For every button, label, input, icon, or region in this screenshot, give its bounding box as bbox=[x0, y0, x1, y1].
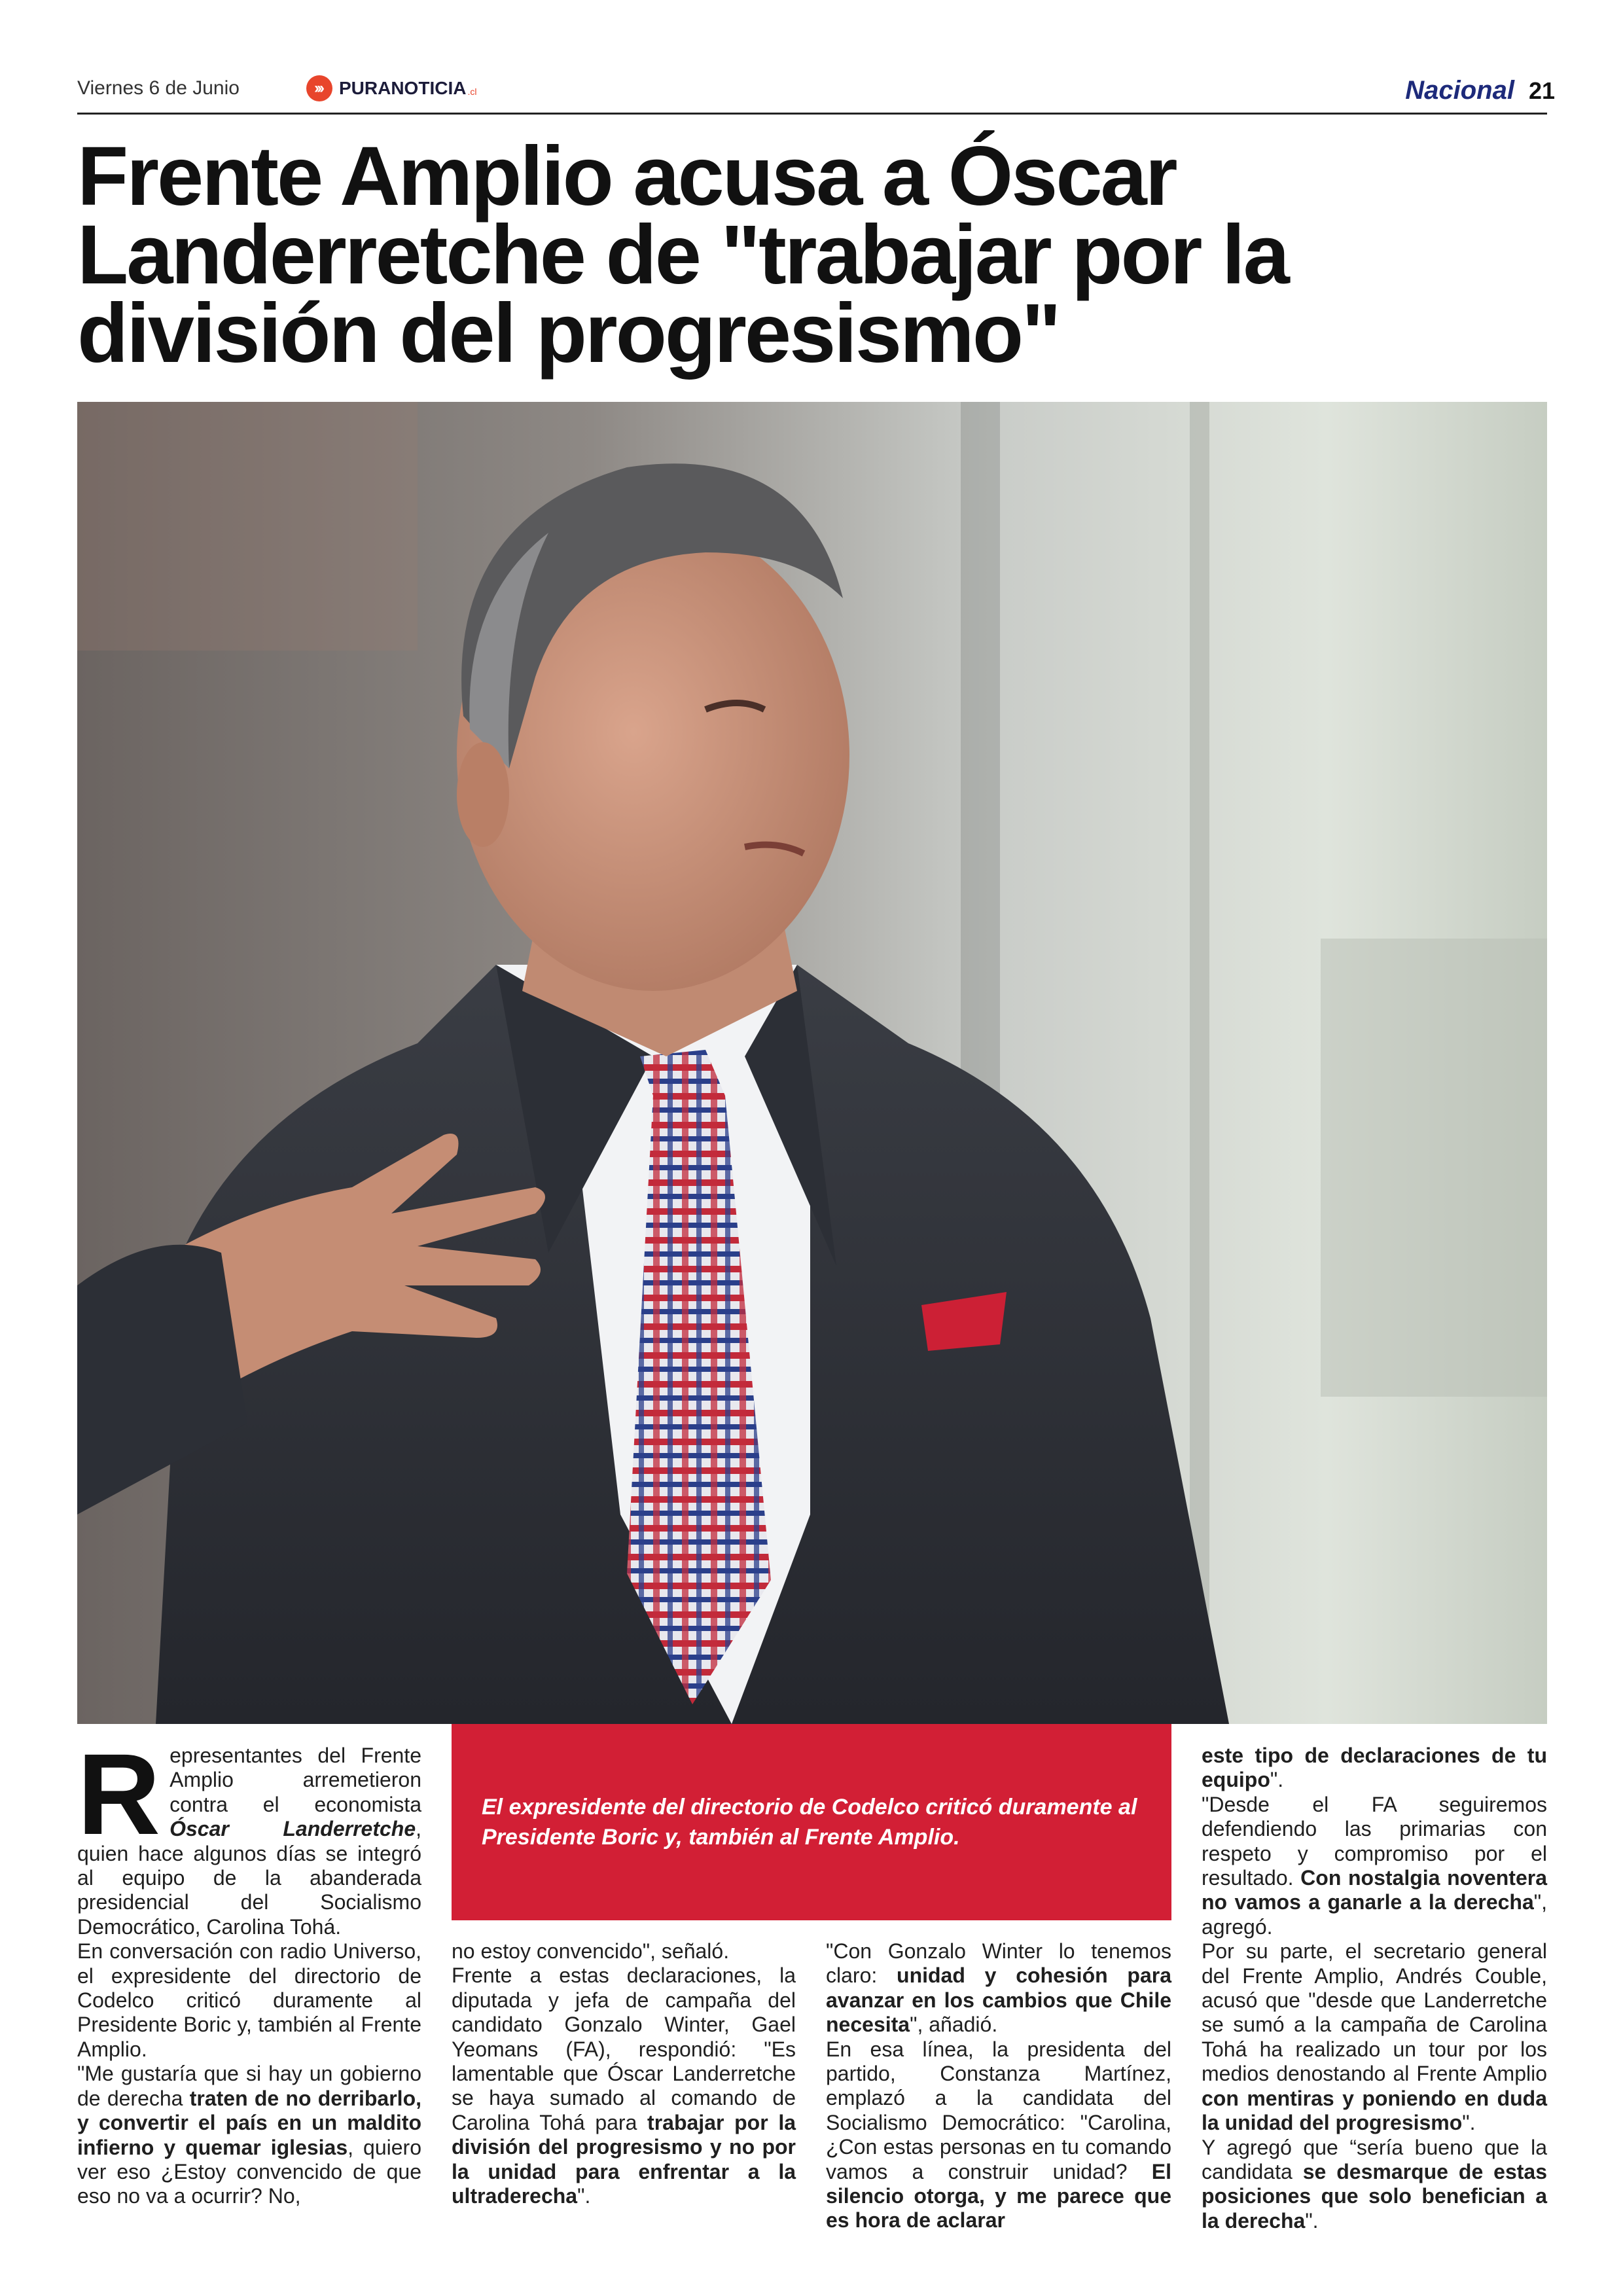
text-run: Frente a estas declaraciones, la diputada y jefa de campaña del candidato Gonzalo Winter, Gael Yeomans (FA), respondió: "Es lamentable que Óscar Landerretche se haya sumado al comando de Carolina Tohá para bbox=[452, 1964, 796, 2134]
article-column-3 bbox=[826, 1939, 1171, 2233]
paragraph bbox=[1202, 1793, 1547, 1939]
text-run: ". bbox=[1462, 2111, 1476, 2135]
bold-text: El silencio otorga, y me parece que es hora de aclarar bbox=[826, 2159, 1171, 2233]
paragraph bbox=[1202, 2136, 1547, 2234]
text-run: ". bbox=[1270, 1768, 1284, 1792]
bold-text: Con nostalgia noventera no vamos a ganarle a la derecha bbox=[1202, 1866, 1548, 1914]
bold-text: este tipo de declaraciones de tu equipo bbox=[1202, 1744, 1547, 1792]
publication-logo[interactable] bbox=[306, 73, 476, 103]
text-run: "Me gustaría que si hay un gobierno de derecha bbox=[77, 2062, 421, 2110]
drop-cap: R bbox=[77, 1731, 161, 1859]
bold-text: Óscar Landerretche bbox=[169, 1817, 416, 1841]
article-column-4 bbox=[1202, 1744, 1547, 2233]
bold-text: unidad y cohesión para avanzar en los cambios que Chile necesita bbox=[826, 1964, 1172, 2037]
article-column-1 bbox=[77, 1731, 422, 2209]
section-header bbox=[1405, 76, 1555, 105]
paragraph: En conversación con radio Universo, el expresidente del directorio de Codelco criticó duramente al Presidente Boric y, también al Frente Amplio. bbox=[77, 1939, 421, 2061]
paragraph bbox=[826, 1939, 1171, 2037]
text-run: Por su parte, el secretario general del Frente Amplio, Andrés Couble, acusó que "desde que Landerretche se sumó a la campaña de Carolina Tohá ha realizado un tour por los medios denostando al Frente Amplio bbox=[1202, 1939, 1547, 2086]
article-column-2 bbox=[452, 1939, 796, 2208]
bold-text: trabajar por la división del progresismo y no por la unidad para enfrentar a la ultraderecha bbox=[452, 2110, 796, 2208]
paragraph: no estoy convencido", señaló. bbox=[452, 1939, 730, 1963]
text-run: En esa línea, la presidenta del partido, Constanza Martínez, emplazó a la candidata del Socialismo Democrático: "Carolina, ¿Con estas personas en tu comando vamos a construir unidad? bbox=[826, 2037, 1171, 2183]
text-run: ", agregó. bbox=[1202, 1890, 1547, 1939]
pull-quote-text: El expresidente del directorio de Codelco criticó duramente al Presidente Boric y, también al Frente Amplio. bbox=[482, 1795, 1137, 1850]
text-run: epresentantes del Frente Amplio arremetieron contra el economista bbox=[169, 1744, 421, 1816]
issue-date: Viernes 6 de Junio bbox=[77, 77, 240, 99]
text-run: "Con Gonzalo Winter lo tenemos claro: bbox=[826, 1939, 1171, 1988]
text-run: "Desde el FA seguiremos defendiendo las primarias con respeto y compromiso por el resultado. bbox=[1202, 1792, 1547, 1890]
bold-text: con mentiras y poniendo en duda la unidad del progresismo bbox=[1202, 2086, 1547, 2135]
pull-quote-box bbox=[452, 1724, 1171, 1920]
article-headline: Frente Amplio acusa a Óscar Landerretche de "trabajar por la división del progresismo" bbox=[77, 130, 1288, 380]
text-run: , quiero ver eso ¿Estoy convencido de que eso no va a ocurrir? No, bbox=[77, 2135, 422, 2208]
paragraph bbox=[1202, 1939, 1547, 2135]
play-arrows-icon: ››› bbox=[306, 75, 332, 101]
paragraph bbox=[452, 1964, 796, 2208]
paragraph bbox=[1202, 1744, 1547, 1793]
paragraph bbox=[826, 2037, 1171, 2233]
text-run: Y agregó que “sería bueno que la candidata bbox=[1202, 2135, 1547, 2183]
header-rule bbox=[77, 113, 1547, 115]
article-photo bbox=[77, 402, 1547, 1724]
text-run: ". bbox=[577, 2184, 591, 2208]
bold-text: traten de no derribarlo, y convertir el país en un maldito infierno y quemar iglesias bbox=[77, 2086, 422, 2159]
paragraph bbox=[77, 2062, 421, 2208]
page-number: 21 bbox=[1528, 77, 1555, 104]
text-run: ", añadió. bbox=[910, 2013, 998, 2037]
section-name: Nacional bbox=[1405, 76, 1514, 105]
paragraph bbox=[77, 1731, 421, 1939]
text-run: ". bbox=[1305, 2208, 1319, 2233]
text-run: , quien hace algunos días se integró al equipo de la abanderada presidencial del Socialismo Democrático, Carolina Tohá. bbox=[77, 1817, 421, 1939]
bold-text: se desmarque de estas posiciones que solo benefician a la derecha bbox=[1202, 2159, 1548, 2233]
logo-suffix: .cl bbox=[467, 86, 477, 97]
logo-text: PURANOTICIA bbox=[339, 78, 467, 98]
